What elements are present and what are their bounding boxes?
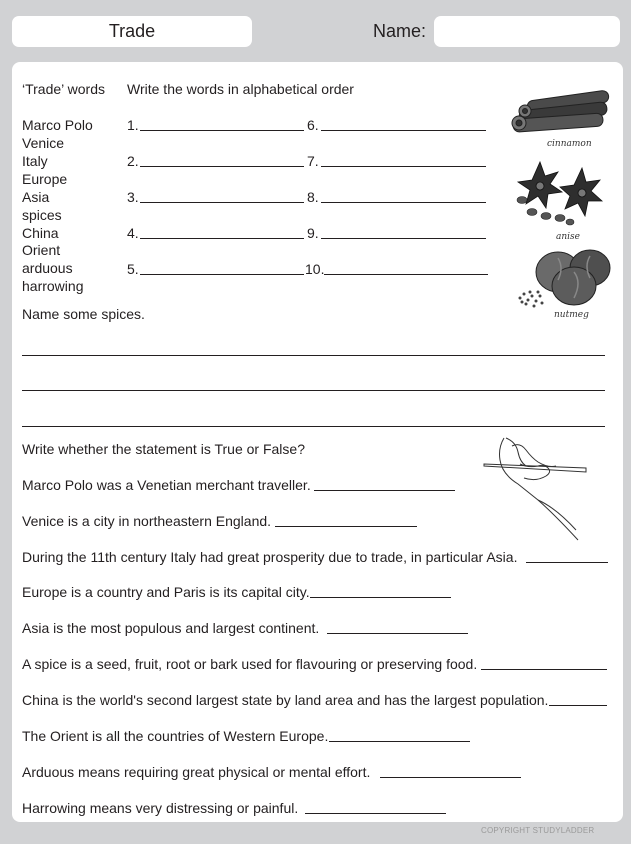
- statement-text: Asia is the most populous and largest continent.: [22, 620, 320, 636]
- name-field[interactable]: [434, 16, 620, 47]
- answer-line[interactable]: [321, 130, 486, 131]
- spices-answer-line[interactable]: [22, 426, 605, 427]
- copyright-footer: COPYRIGHT STUDYLADDER: [481, 826, 595, 835]
- answer-line[interactable]: [324, 274, 488, 275]
- answer-line[interactable]: [321, 238, 486, 239]
- answer-number: 4.: [127, 225, 139, 241]
- word-item: Orient: [22, 242, 61, 258]
- answer-number: 5.: [127, 261, 139, 277]
- alphabetical-instruction: Write the words in alphabetical order: [127, 81, 354, 97]
- statement-text: China is the world's second largest state by land area and has the largest population.: [22, 692, 549, 708]
- word-item: Venice: [22, 135, 65, 151]
- nutmeg-caption: nutmeg: [554, 310, 589, 320]
- statement-text: Harrowing means very distressing or painful.: [22, 800, 299, 816]
- trade-words-heading: ‘Trade’ words: [22, 81, 105, 97]
- true-false-answer-line[interactable]: [380, 777, 521, 778]
- statement-text: The Orient is all the countries of Western Europe.: [22, 728, 329, 744]
- cinnamon-icon: [505, 92, 615, 140]
- true-false-answer-line[interactable]: [275, 526, 417, 527]
- true-false-answer-line[interactable]: [305, 813, 446, 814]
- answer-line[interactable]: [321, 202, 486, 203]
- true-false-answer-line[interactable]: [549, 705, 607, 706]
- nutmeg-icon: [514, 246, 614, 312]
- true-false-answer-line[interactable]: [314, 490, 455, 491]
- true-false-answer-line[interactable]: [329, 741, 470, 742]
- word-item: arduous: [22, 260, 73, 276]
- answer-line[interactable]: [321, 166, 486, 167]
- name-label: Name:: [373, 21, 427, 41]
- true-false-answer-line[interactable]: [327, 633, 468, 634]
- spices-prompt: Name some spices.: [22, 306, 145, 322]
- answer-number: 2.: [127, 153, 139, 169]
- spices-answer-line[interactable]: [22, 355, 605, 356]
- statement-text: Europe is a country and Paris is its capital city.: [22, 584, 310, 600]
- answer-line[interactable]: [140, 202, 304, 203]
- answer-line[interactable]: [140, 166, 304, 167]
- answer-number: 8.: [307, 189, 319, 205]
- statement-text: Venice is a city in northeastern England.: [22, 513, 272, 529]
- answer-number: 7.: [307, 153, 319, 169]
- cinnamon-caption: cinnamon: [547, 139, 592, 149]
- answer-number: 1.: [127, 117, 139, 133]
- answer-line[interactable]: [140, 130, 304, 131]
- answer-line[interactable]: [140, 238, 304, 239]
- anise-icon: [512, 160, 612, 228]
- answer-line[interactable]: [140, 274, 304, 275]
- word-item: China: [22, 225, 59, 241]
- statement-text: Arduous means requiring great physical or mental effort.: [22, 764, 371, 780]
- word-item: Europe: [22, 171, 68, 187]
- spices-answer-line[interactable]: [22, 390, 605, 391]
- true-false-answer-line[interactable]: [310, 597, 451, 598]
- word-item: Marco Polo: [22, 117, 93, 133]
- answer-number: 9.: [307, 225, 319, 241]
- word-item: Asia: [22, 189, 50, 205]
- answer-number: 3.: [127, 189, 139, 205]
- word-item: Italy: [22, 153, 48, 169]
- true-false-answer-line[interactable]: [526, 562, 608, 563]
- hand-writing-icon: [482, 436, 590, 540]
- worksheet-title: Trade: [12, 16, 252, 47]
- answer-number: 10.: [305, 261, 325, 277]
- statement-text: Marco Polo was a Venetian merchant traveller.: [22, 477, 311, 493]
- answer-number: 6.: [307, 117, 319, 133]
- true-false-answer-line[interactable]: [481, 669, 607, 670]
- word-item: harrowing: [22, 278, 84, 294]
- word-item: spices: [22, 207, 62, 223]
- statement-text: During the 11th century Italy had great prosperity due to trade, in particular Asia.: [22, 549, 518, 565]
- true-false-instruction: Write whether the statement is True or False?: [22, 441, 305, 457]
- anise-caption: anise: [556, 232, 580, 242]
- statement-text: A spice is a seed, fruit, root or bark used for flavouring or preserving food.: [22, 656, 478, 672]
